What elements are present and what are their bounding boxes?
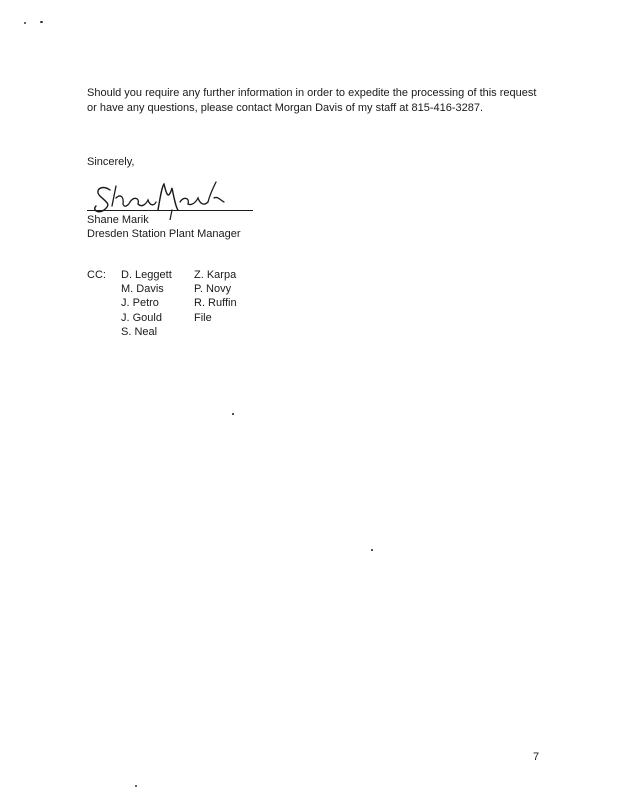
cc-recipient: J. Petro: [121, 297, 159, 310]
body-paragraph: Should you require any further information in order to expedite the processing of this request or have any questions, please contact Morgan Davis of my staff at 815-416-3287.: [87, 87, 537, 114]
signer-title: Dresden Station Plant Manager: [87, 228, 241, 240]
cc-recipient: P. Novy: [194, 283, 232, 296]
signer-name: Shane Marik: [87, 214, 149, 226]
cc-recipient: J. Gould: [121, 311, 162, 324]
cc-column-2: [194, 268, 237, 325]
page-number: 7: [533, 751, 540, 763]
cc-label: CC:: [87, 269, 106, 281]
scan-speck: [24, 22, 26, 24]
cc-recipient: R. Ruffin: [194, 297, 237, 310]
cc-recipient: Z. Karpa: [194, 269, 237, 281]
cc-recipient: D. Leggett: [121, 269, 172, 281]
signature-line: [87, 210, 253, 211]
scan-speck: [232, 413, 234, 415]
scan-speck: [40, 21, 43, 23]
cc-recipient: M. Davis: [121, 283, 164, 296]
scan-speck: [371, 549, 373, 551]
cc-column-1: [121, 268, 172, 339]
cc-recipient: S. Neal: [121, 325, 158, 338]
cc-recipient: File: [194, 311, 212, 324]
scan-speck: [135, 785, 137, 787]
closing: Sincerely,: [87, 156, 135, 168]
